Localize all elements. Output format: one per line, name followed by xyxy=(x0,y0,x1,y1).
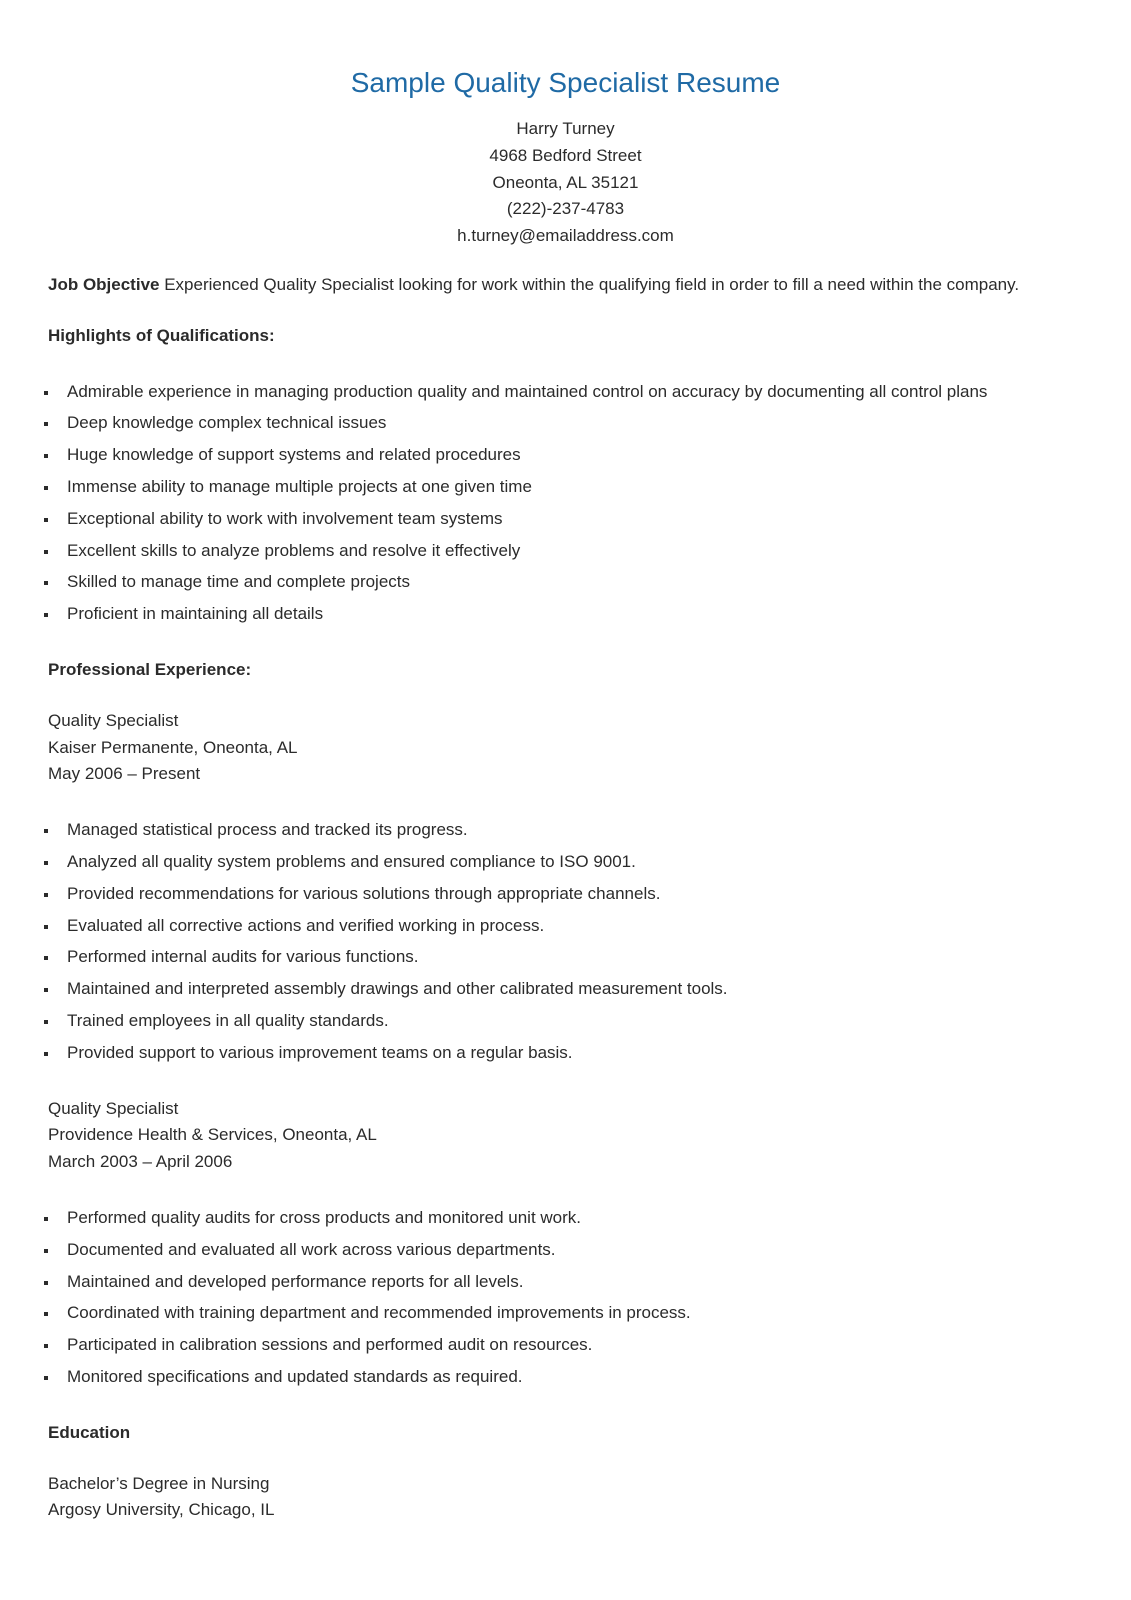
bullet-icon xyxy=(44,1312,48,1316)
list-item: Immense ability to manage multiple projects at one given time xyxy=(48,474,1118,506)
job-company: Providence Health & Services, Oneonta, AL xyxy=(48,1125,377,1145)
list-item: Trained employees in all quality standards. xyxy=(48,1008,1118,1040)
list-item: Exceptional ability to work with involvement team systems xyxy=(48,506,1118,538)
bullet-icon xyxy=(44,988,48,992)
contact-name: Harry Turney xyxy=(516,119,615,138)
list-item: Monitored specifications and updated standards as required. xyxy=(48,1364,1118,1396)
bullet-icon xyxy=(44,956,48,960)
list-item: Analyzed all quality system problems and ensured compliance to ISO 9001. xyxy=(48,849,1118,881)
list-item: Provided support to various improvement teams on a regular basis. xyxy=(48,1040,1118,1072)
bullet-icon xyxy=(44,1281,48,1285)
list-item: Deep knowledge complex technical issues xyxy=(48,410,1118,442)
page-title: Sample Quality Specialist Resume xyxy=(350,67,781,98)
list-item: Participated in calibration sessions and performed audit on resources. xyxy=(48,1332,1118,1364)
bullet-icon xyxy=(44,1249,48,1253)
job-title: Quality Specialist xyxy=(48,710,179,730)
bullet-icon xyxy=(44,486,48,490)
education-degree: Bachelor’s Degree in Nursing xyxy=(48,1473,270,1493)
job-dates: March 2003 – April 2006 xyxy=(48,1152,233,1172)
list-item: Excellent skills to analyze problems and resolve it effectively xyxy=(48,538,1118,570)
contact-email: h.turney@emailaddress.com xyxy=(457,226,674,246)
list-item: Performed quality audits for cross products and monitored unit work. xyxy=(48,1205,1118,1237)
highlights-heading: Highlights of Qualifications: xyxy=(48,325,275,345)
education-heading: Education xyxy=(48,1422,131,1442)
bullet-icon xyxy=(44,581,48,585)
list-item: Performed internal audits for various functions. xyxy=(48,944,1118,976)
job-objective xyxy=(48,272,1118,299)
job-title: Quality Specialist xyxy=(48,1098,179,1118)
job-objective-label: Job Objective xyxy=(48,275,160,294)
bullet-icon xyxy=(44,1020,48,1024)
job-objective-text: Experienced Quality Specialist looking for work within the qualifying field in order to fill a need within the company. xyxy=(159,275,1020,294)
contact-city: Oneonta, AL 35121 xyxy=(492,172,639,192)
job-company: Kaiser Permanente, Oneonta, AL xyxy=(48,737,298,757)
education-school: Argosy University, Chicago, IL xyxy=(48,1500,275,1520)
list-item: Admirable experience in managing production quality and maintained control on accuracy by documenting all control plans xyxy=(48,379,1118,411)
job-duties-list xyxy=(48,1205,1118,1396)
list-item: Managed statistical process and tracked its progress. xyxy=(48,817,1118,849)
list-item: Proficient in maintaining all details xyxy=(48,601,1118,633)
contact-block xyxy=(0,116,1131,250)
bullet-icon xyxy=(44,893,48,897)
bullet-icon xyxy=(44,613,48,617)
bullet-icon xyxy=(44,1052,48,1056)
job-dates: May 2006 – Present xyxy=(48,764,201,784)
bullet-icon xyxy=(44,1376,48,1380)
resume-content xyxy=(48,272,1118,1524)
contact-phone: (222)-237-4783 xyxy=(506,199,625,219)
bullet-icon xyxy=(44,861,48,865)
experience-heading: Professional Experience: xyxy=(48,659,252,679)
bullet-icon xyxy=(44,391,48,395)
bullet-icon xyxy=(44,1344,48,1348)
bullet-icon xyxy=(44,1217,48,1221)
list-item: Coordinated with training department and recommended improvements in process. xyxy=(48,1300,1118,1332)
bullet-icon xyxy=(44,422,48,426)
list-item: Provided recommendations for various solutions through appropriate channels. xyxy=(48,881,1118,913)
list-item: Skilled to manage time and complete projects xyxy=(48,569,1118,601)
list-item: Documented and evaluated all work across various departments. xyxy=(48,1237,1118,1269)
highlights-list xyxy=(48,379,1118,633)
job-duties-list xyxy=(48,817,1118,1071)
contact-street: 4968 Bedford Street xyxy=(489,145,642,165)
bullet-icon xyxy=(44,518,48,522)
bullet-icon xyxy=(44,550,48,554)
list-item: Maintained and interpreted assembly drawings and other calibrated measurement tools. xyxy=(48,976,1118,1008)
bullet-icon xyxy=(44,454,48,458)
list-item: Huge knowledge of support systems and related procedures xyxy=(48,442,1118,474)
bullet-icon xyxy=(44,829,48,833)
list-item: Evaluated all corrective actions and verified working in process. xyxy=(48,913,1118,945)
bullet-icon xyxy=(44,925,48,929)
list-item: Maintained and developed performance reports for all levels. xyxy=(48,1269,1118,1301)
